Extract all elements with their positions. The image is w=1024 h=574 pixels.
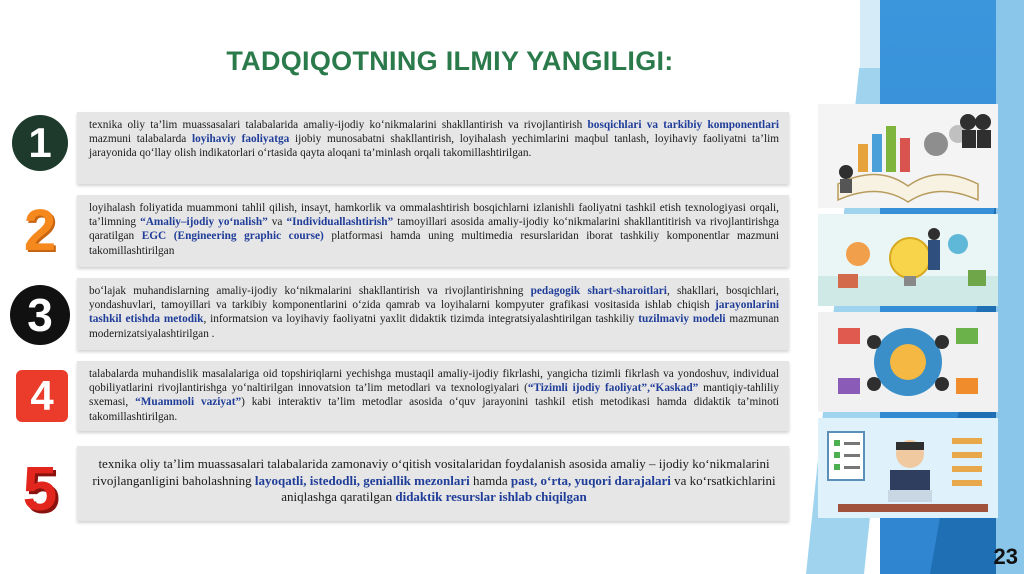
highlight-phrase: loyihaviy faoliyatga: [191, 133, 290, 146]
body-text: mazmunan modernizatsiyalashtirilgan .: [89, 313, 779, 340]
highlight-phrase: “Muammoli vaziyat”: [135, 396, 242, 409]
highlight-phrase: pedagogik shart-sharoitlari: [530, 285, 667, 297]
body-text: platformasi hamda uning multimedia resurslaridan iborat tashkiliy komponentlar mazmuni takomillashtirilgan: [89, 230, 779, 257]
numeral-5: 5: [22, 454, 58, 524]
page-number: 23: [993, 544, 1018, 569]
highlight-phrase: tuzilmaviy modeli: [638, 313, 726, 326]
novelty-item-5: [77, 446, 789, 521]
numeral-1: 1: [12, 115, 68, 171]
body-text: mantiqiy-tahliliy sxemasi,: [89, 382, 779, 409]
body-text: va: [267, 216, 287, 229]
highlight-phrase: bosqichlari va tarkibiy komponentlari: [587, 119, 779, 131]
highlight-phrase: EGC (Engineering graphic course): [141, 230, 324, 243]
illustration-idea-bulb: [818, 214, 998, 306]
novelty-item-1: [77, 112, 789, 184]
body-text: va ko‘rsatkichlarini aniqlashga qaratilgan: [281, 472, 776, 504]
body-text: ijobiy munosabatni shakllantirish, loyihalash yechimlarini maqbul tanlash, loyihaviy faoliyatni ta’lim jarayonida qo‘llay olish indikatorlari o‘rtasida qayta aloqani ta’minlash orqali takomillashtirilgan.: [89, 133, 780, 160]
body-text: tamoyillari asosida amaliy-ijodiy ko‘nikmalarini shakllantitirish va rivojlantirishga qaratilgan: [89, 216, 779, 243]
body-text: talabalarda muhandislik masalalariga oid topshiriqlarni yechishga mustaqil amaliy-ijodiy fikrlashi, yangicha tizimli fikrlash va yondoshuv, individual qobiliyatlarini rivojlantirishga yo‘naltirilgan innovatsion ta’lim metodlari va texnologiyalari (: [89, 368, 779, 395]
body-text: texnika oliy ta’lim muassasalari talabalarida amaliy-ijodiy ko‘nikmalarini shakllantirish va rivojlantirish: [89, 119, 588, 131]
highlight-phrase: past, o‘rta, yuqori darajalari: [510, 472, 671, 488]
slide-title: TADQIQOTNING ILMIY YANGILIGI:: [226, 46, 674, 76]
illustration-checklist-person: [818, 418, 998, 518]
highlight-phrase: layoqatli, istedodli, geniallik mezonlari: [254, 472, 470, 488]
novelty-item-2: [77, 195, 789, 267]
highlight-phrase: didaktik resurslar ishlab chiqilgan: [395, 489, 587, 504]
highlight-phrase: “Individuallashtirish”: [286, 216, 394, 229]
numeral-2: 2: [23, 197, 57, 263]
novelty-item-4: [77, 361, 789, 431]
body-text: texnika oliy ta’lim muassasalari talabalarida zamonaviy o‘qitish vositalaridan foydalanish asosida amaliy – ijodiy ko‘nikmalarini rivojlanganligini baholashning: [92, 456, 770, 488]
body-text: ) kabi interaktiv ta’lim metodlar asosida o‘quv jarayonini tashkil etish metodikasi hamda didaktik ta’minoti takomillashtirilgan.: [89, 396, 779, 423]
illustration-education-collage: [818, 312, 998, 412]
illustration-book-learning: [818, 104, 998, 208]
highlight-phrase: “Tizimli ijodiy faoliyat”,“Kaskad”: [527, 382, 699, 395]
body-text: mazmuni talabalarda: [89, 133, 192, 146]
numeral-4: 4: [16, 370, 68, 422]
numeral-3: 3: [10, 285, 70, 345]
body-text: , shakllari, bosqichlari, yondashuvlari, tamoyillari va tarkibiy komponentlarini o‘zida qamrab va loyihalarni kompyuter grafikasi vositasida ishlab chiqish: [89, 285, 779, 312]
body-text: loyihalash foliyatida muammoni tahlil qilish, insayt, hamkorlik va ommalashtirish bosqichlarni izlanishli faoliyatni tashkil etish texnologiyasi orqali, ta’limning: [89, 202, 779, 229]
novelty-item-3: [77, 278, 789, 350]
highlight-phrase: “Amaliy–ijodiy yo‘nalish”: [140, 216, 268, 229]
body-text: bo‘lajak muhandislarning amaliy-ijodiy ko‘nikmalarini shakllantirish va rivojlantirishning: [89, 285, 531, 297]
decor-stripe-edge: [993, 0, 1024, 574]
body-text: hamda: [469, 472, 511, 488]
highlight-phrase: jarayonlarini tashkil etishda metodik: [89, 299, 779, 326]
body-text: , informatsion va loyihaviy faoliyatni yaxlit didaktik tizimda integratsiyalashtirilgan tashkiliy: [203, 313, 639, 326]
